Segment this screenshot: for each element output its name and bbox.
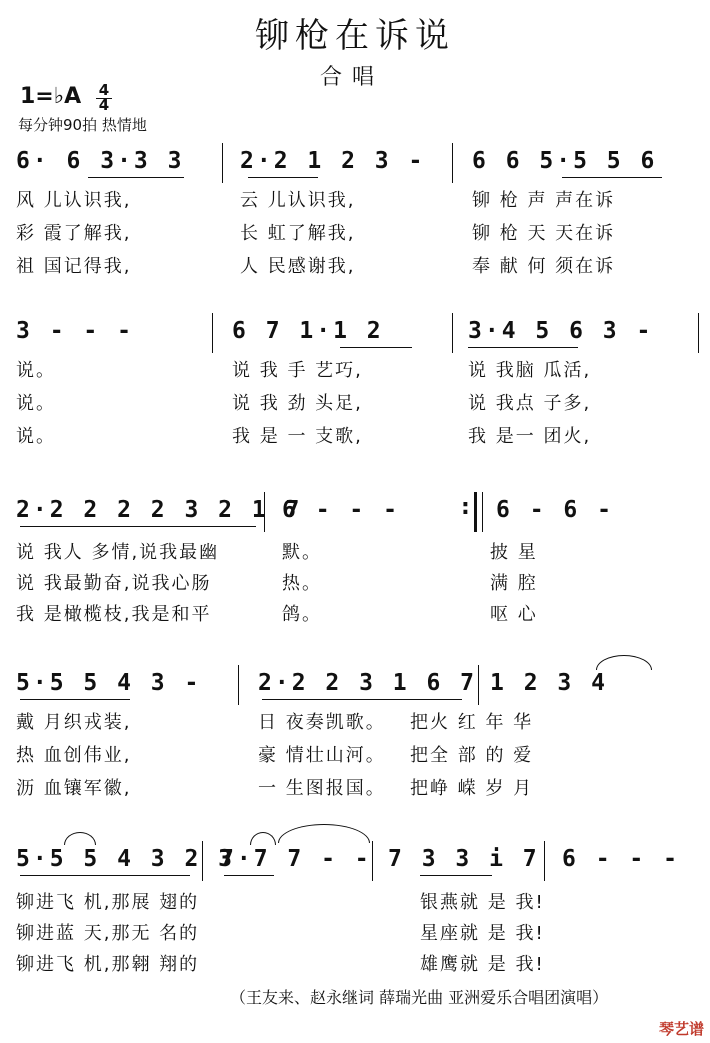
beam xyxy=(20,699,130,700)
lyric-s1-v3-m2: 人 民感谢我, xyxy=(240,256,356,277)
lyric-s5-v1-m2: 银燕就 是 我! xyxy=(420,892,545,913)
lyric-s4-v3-m2: 一 生图报国。 xyxy=(258,778,386,799)
lyric-s1-v3-m3: 奉 献 何 须在诉 xyxy=(472,256,616,277)
barline xyxy=(452,313,453,353)
barline xyxy=(544,841,545,881)
lyric-s4-v2-m1: 热 血创伟业, xyxy=(16,745,132,766)
barline xyxy=(264,492,265,532)
lyric-s1-v1-m2: 云 儿认识我, xyxy=(240,190,356,211)
lyric-s2-v3-m1: 说。 xyxy=(16,426,56,447)
tempo-marking: 每分钟90拍 热情地 xyxy=(18,116,147,134)
lyric-s1-v1-m3: 铆 枪 声 声在诉 xyxy=(472,190,616,211)
barline xyxy=(478,665,479,705)
notes-s5-m4: 6 - - - xyxy=(562,846,680,872)
beam xyxy=(420,875,492,876)
lyric-s2-v1-m3: 说 我脑 瓜活, xyxy=(468,360,592,381)
lyric-s4-v1-m2: 日 夜奏凯歌。 xyxy=(258,712,386,733)
notes-s3-m3: 6 - 6 - xyxy=(496,497,614,523)
lyric-s3-v1-m3: 披 星 xyxy=(490,542,538,563)
song-subtitle: 合唱 xyxy=(320,65,385,90)
notes-s5-m1: 5·5 5 4 3 2 3 xyxy=(16,846,236,872)
barline xyxy=(222,143,223,183)
beam xyxy=(248,177,318,178)
lyric-s2-v1-m2: 说 我 手 艺巧, xyxy=(232,360,363,381)
time-signature-top: 4 xyxy=(98,81,110,99)
lyric-s4-v2-m3: 把全 部 的 爱 xyxy=(410,745,534,766)
tie xyxy=(64,832,96,845)
lyric-s3-v3-m1: 我 是橄榄枝,我是和平 xyxy=(16,604,212,625)
time-signature-bottom: 4 xyxy=(98,96,110,114)
notes-s5-m3: 7 3 3 i 7 xyxy=(388,846,540,872)
notes-s3-m1: 2·2 2 2 2 3 2 1 7 xyxy=(16,497,303,523)
barline xyxy=(698,313,699,353)
beam xyxy=(468,347,578,348)
beam xyxy=(20,875,190,876)
beam xyxy=(340,347,412,348)
lyric-s2-v3-m3: 我 是一 团火, xyxy=(468,426,592,447)
credits: （王友来、赵永继词 薛瑞光曲 亚洲爱乐合唱团演唱） xyxy=(230,988,609,1007)
notes-s4-m1: 5·5 5 4 3 - xyxy=(16,670,202,696)
repeat-barline-thick xyxy=(474,492,477,532)
lyric-s1-v3-m1: 祖 国记得我, xyxy=(16,256,132,277)
lyric-s1-v2-m3: 铆 枪 天 天在诉 xyxy=(472,223,616,244)
tie xyxy=(596,655,652,670)
lyric-s4-v2-m2: 豪 情壮山河。 xyxy=(258,745,386,766)
lyric-s3-v3-m3: 呕 心 xyxy=(490,604,538,625)
lyric-s1-v2-m2: 长 虹了解我, xyxy=(240,223,356,244)
tie xyxy=(278,824,370,843)
site-logo: 琴艺谱 xyxy=(658,1020,704,1038)
beam xyxy=(20,526,256,527)
key-signature: 1=♭A xyxy=(20,84,82,109)
lyric-s4-v1-m1: 戴 月织戎装, xyxy=(16,712,132,733)
lyric-s2-v2-m3: 说 我点 子多, xyxy=(468,393,592,414)
lyric-s2-v3-m2: 我 是 一 支歌, xyxy=(232,426,363,447)
lyric-s5-v2-m2: 星座就 是 我! xyxy=(420,923,545,944)
repeat-barline-thin xyxy=(482,492,483,532)
beam xyxy=(224,875,274,876)
lyric-s5-v2-m1: 铆进蓝 天,那无 名的 xyxy=(16,923,200,944)
beam xyxy=(262,699,462,700)
lyric-s4-v3-m3: 把峥 嵘 岁 月 xyxy=(410,778,534,799)
notes-s1-m1: 6· 6 3·3 3 xyxy=(16,148,185,174)
barline xyxy=(372,841,373,881)
lyric-s4-v3-m1: 沥 血镶军徽, xyxy=(16,778,132,799)
barline xyxy=(238,665,239,705)
beam xyxy=(562,177,662,178)
notes-s3-m2: 6 - - - xyxy=(282,497,400,523)
lyric-s3-v2-m2: 热。 xyxy=(282,573,322,594)
barline xyxy=(212,313,213,353)
barline xyxy=(202,841,203,881)
notes-s4-m3: 1 2 3 4 xyxy=(490,670,608,696)
lyric-s2-v2-m1: 说。 xyxy=(16,393,56,414)
song-title: 铆枪在诉说 xyxy=(255,16,455,56)
notes-s2-m1: 3 - - - xyxy=(16,318,134,344)
notes-s4-m2: 2·2 2 3 1 6 7 xyxy=(258,670,478,696)
lyric-s3-v2-m3: 满 腔 xyxy=(490,573,538,594)
lyric-s5-v3-m2: 雄鹰就 是 我! xyxy=(420,954,545,975)
notes-s1-m3: 6 6 5·5 5 6 xyxy=(472,148,658,174)
lyric-s1-v2-m1: 彩 霞了解我, xyxy=(16,223,132,244)
barline xyxy=(452,143,453,183)
notes-s2-m2: 6 7 1·1 2 xyxy=(232,318,384,344)
notes-s1-m2: 2·2 1 2 3 - xyxy=(240,148,426,174)
beam xyxy=(88,177,184,178)
lyric-s1-v1-m1: 风 儿认识我, xyxy=(16,190,132,211)
tie xyxy=(250,832,276,845)
repeat-dots: : xyxy=(461,495,470,520)
lyric-s3-v2-m1: 说 我最勤奋,说我心肠 xyxy=(16,573,212,594)
lyric-s2-v1-m1: 说。 xyxy=(16,360,56,381)
lyric-s5-v1-m1: 铆进飞 机,那展 翅的 xyxy=(16,892,200,913)
lyric-s3-v1-m2: 默。 xyxy=(282,542,322,563)
lyric-s3-v1-m1: 说 我人 多情,说我最幽 xyxy=(16,542,220,563)
lyric-s5-v3-m1: 铆进飞 机,那翱 翔的 xyxy=(16,954,200,975)
lyric-s3-v3-m2: 鸽。 xyxy=(282,604,322,625)
notes-s2-m3: 3·4 5 6 3 - xyxy=(468,318,654,344)
lyric-s4-v1-m3: 把火 红 年 华 xyxy=(410,712,534,733)
notes-s5-m2: 7·7 7 - - xyxy=(220,846,372,872)
lyric-s2-v2-m2: 说 我 劲 头足, xyxy=(232,393,363,414)
